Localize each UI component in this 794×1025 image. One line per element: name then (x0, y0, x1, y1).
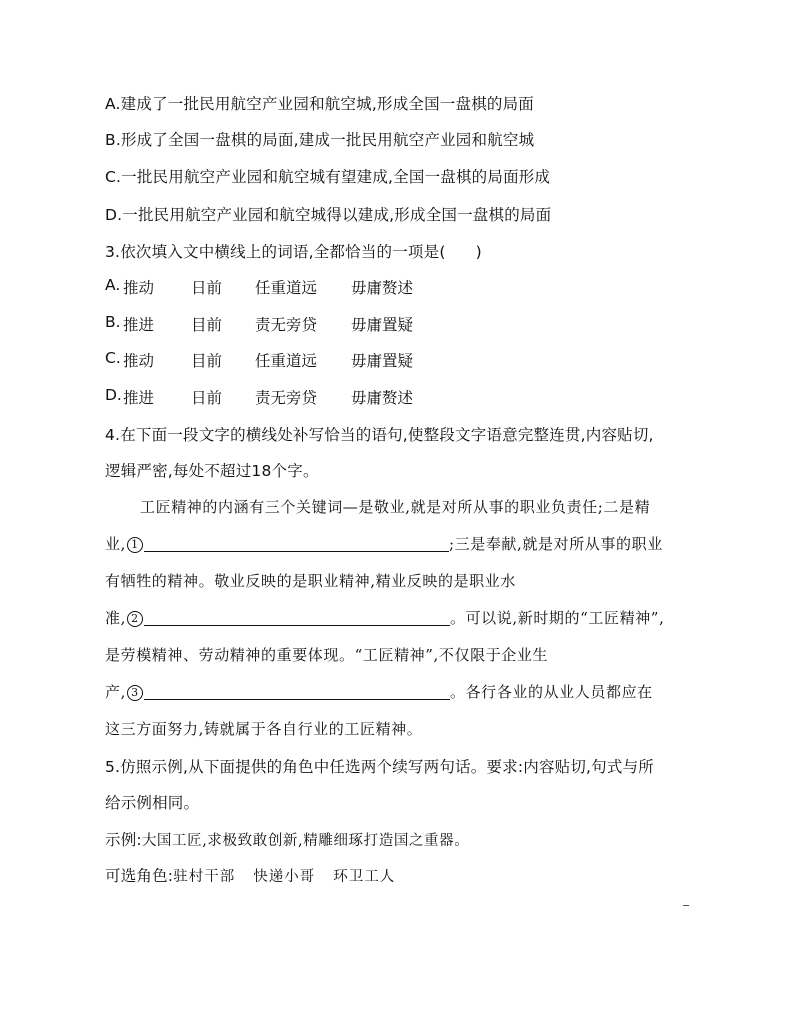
option-word: 任重道远 (255, 352, 318, 370)
passage-text: 。各行各业的从业人员都应在 (449, 683, 653, 701)
option-text: 建成了一批民用航空产业园和航空城,形成全国一盘棋的局面 (120, 95, 535, 113)
role-item: 快递小哥 (253, 869, 316, 885)
q4-passage-line3: 有牺牲的精神。敬业反映的是职业精神,精业反映的是职业水 (105, 572, 516, 590)
option-word: 责无旁贷 (255, 316, 318, 334)
option-label: A. (105, 95, 121, 113)
option-word: 任重道远 (255, 279, 318, 297)
q4-passage-line7: 这三方面努力,铸就属于各自行业的工匠精神。 (105, 720, 423, 738)
option-word: 目前 (191, 352, 223, 370)
option-word: 推进 (123, 389, 155, 407)
q3-option-d (105, 386, 413, 408)
option-word: 日前 (191, 279, 223, 297)
example-label: 示例: (105, 831, 142, 849)
example-text: 大国工匠,求极致敢创新,精雕细琢打造国之重器。 (141, 833, 470, 849)
passage-text: 业, (105, 535, 126, 553)
q4-passage-line2 (105, 533, 663, 554)
option-word: 推动 (123, 279, 155, 297)
q3-stem-close: ) (475, 243, 482, 261)
q3-stem-text: 3.依次填入文中横线上的词语,全都恰当的一项是( (105, 243, 446, 261)
option-label: D. (105, 206, 123, 224)
option-word: 日前 (191, 389, 223, 407)
q4-passage-line6 (105, 681, 653, 702)
blank-number-2: 2 (127, 611, 143, 627)
option-text: 一批民用航空产业园和航空城有望建成,全国一盘棋的局面形成 (121, 168, 551, 186)
option-text: 一批民用航空产业园和航空城得以建成,形成全国一盘棋的局面 (122, 206, 552, 224)
q4-stem-line2: 逻辑严密,每处不超过18个字。 (105, 462, 319, 480)
passage-text: 准, (105, 609, 126, 627)
blank-number-1: 1 (127, 537, 143, 553)
passage-text: ;三是奉献,就是对所从事的职业 (448, 535, 663, 553)
blank-number-3: 3 (127, 685, 143, 701)
option-label: A. (105, 276, 121, 294)
q2-option-a (105, 92, 534, 114)
fill-blank-1[interactable] (144, 536, 449, 552)
option-word: 责无旁贷 (255, 389, 318, 407)
option-word: 推动 (123, 352, 155, 370)
option-label: B. (105, 131, 121, 149)
q4-passage-line5: 是劳模精神、劳动精神的重要体现。“工匠精神”,不仅限于企业生 (105, 646, 549, 664)
option-label: C. (105, 168, 122, 186)
q3-stem (105, 240, 482, 262)
option-label: D. (105, 386, 122, 404)
q2-option-c (105, 165, 550, 187)
q4-passage-line4 (105, 607, 664, 628)
option-label: B. (105, 313, 121, 331)
option-word: 毋庸赘述 (351, 279, 414, 297)
q2-option-b (105, 128, 534, 150)
q3-option-c (105, 349, 413, 371)
option-word: 毋庸赘述 (351, 389, 414, 407)
fill-blank-3[interactable] (144, 684, 450, 700)
q5-stem-line1: 5.仿照示例,从下面提供的角色中任选两个续写两句话。要求:内容贴切,句式与所 (105, 758, 654, 776)
option-text: 形成了全国一盘棋的局面,建成一批民用航空产业园和航空城 (120, 131, 535, 149)
option-word: 目前 (191, 316, 223, 334)
q4-passage-line1: 工匠精神的内涵有三个关键词—是敬业,就是对所从事的职业负责任;二是精 (140, 498, 651, 516)
q3-option-b (105, 313, 413, 335)
q5-stem-line2: 给示例相同。 (105, 794, 200, 812)
q2-option-d (105, 203, 551, 225)
q3-option-a (105, 276, 413, 298)
passage-text: 。可以说,新时期的“工匠精神”, (449, 609, 665, 627)
q5-example (105, 828, 469, 850)
page-corner-mark (683, 905, 689, 906)
role-item: 驻村干部 (173, 869, 236, 885)
option-word: 毋庸置疑 (351, 352, 414, 370)
role-item: 环卫工人 (333, 869, 396, 885)
fill-blank-2[interactable] (144, 610, 450, 626)
q5-roles (105, 864, 395, 886)
q4-stem-line1: 4.在下面一段文字的横线处补写恰当的语句,使整段文字语意完整连贯,内容贴切, (105, 426, 654, 444)
passage-text: 产, (105, 683, 126, 701)
option-word: 毋庸置疑 (351, 316, 414, 334)
option-word: 推进 (123, 316, 155, 334)
roles-label: 可选角色: (105, 867, 174, 885)
option-label: C. (105, 349, 121, 367)
